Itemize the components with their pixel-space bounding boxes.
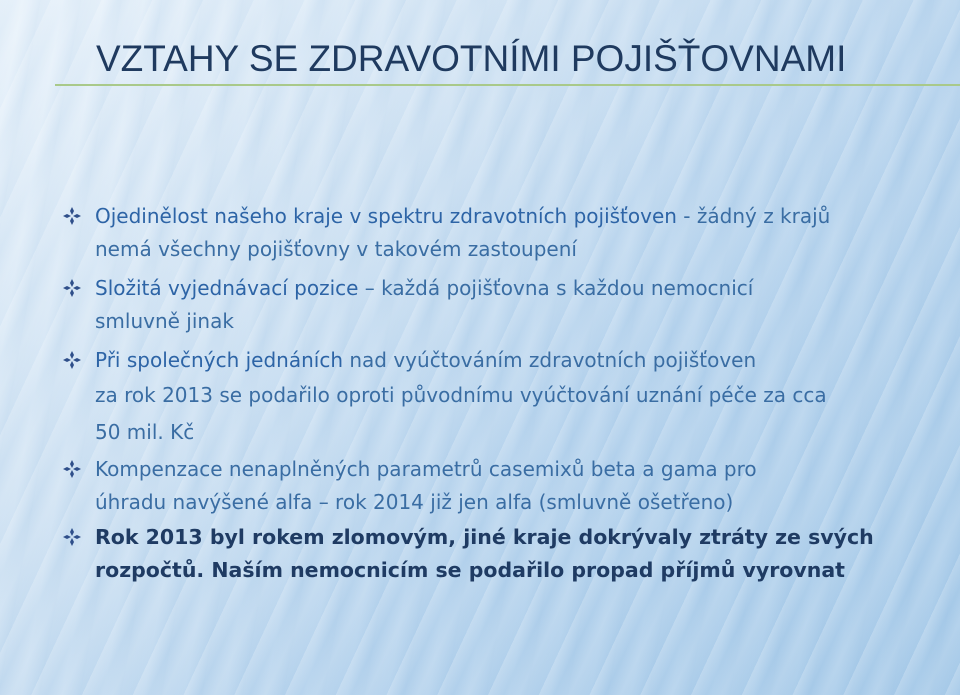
bullet-text: rozpočtů. Naším nemocnicím se podařilo propad příjmů vyrovnat — [95, 558, 845, 582]
bullet-item — [62, 200, 942, 266]
bullet-line — [95, 414, 942, 451]
bullet-line — [95, 453, 942, 486]
bullet-line — [95, 554, 942, 587]
bullet-text: Kompenzace nenaplněných parametrů casemixů beta a gama pro — [95, 457, 757, 481]
diamond-bullet-icon — [62, 278, 82, 298]
bullet-lead: Při společných jednáních — [95, 348, 343, 372]
bullet-line — [95, 521, 942, 554]
diamond-bullet-icon — [62, 350, 82, 370]
slide-title: VZTAHY SE ZDRAVOTNÍMI POJIŠŤOVNAMI — [96, 38, 847, 79]
bullet-item — [62, 272, 942, 338]
bullet-line — [95, 200, 942, 233]
bullet-text: Rok 2013 byl rokem zlomovým, jiné kraje dokrývaly ztráty ze svých — [95, 525, 874, 549]
bullet-text: - žádný z krajů — [676, 204, 831, 228]
bullet-lead: Ojedinělost našeho kraje v spektru zdravotních pojišťoven — [95, 204, 677, 228]
bullet-text: smluvně jinak — [95, 309, 234, 333]
bullet-line — [95, 486, 942, 519]
bullet-line — [95, 377, 942, 414]
bullet-item — [62, 453, 942, 519]
bullet-text: za rok 2013 se podařilo oproti původnímu vyúčtování uznání péče za cca — [95, 383, 827, 407]
bullet-item — [62, 521, 942, 587]
title-divider — [55, 84, 960, 86]
bullet-text: úhradu navýšené alfa – rok 2014 již jen alfa (smluvně ošetřeno) — [95, 490, 734, 514]
diamond-bullet-icon — [62, 206, 82, 226]
bullet-line — [95, 344, 942, 377]
bullet-text: 50 mil. Kč — [95, 420, 195, 444]
bullet-item — [62, 344, 942, 451]
bullet-text: nemá všechny pojišťovny v takovém zastoupení — [95, 237, 577, 261]
bullet-text: – každá pojišťovna s každou nemocnicí — [358, 276, 754, 300]
bullet-lead: Složitá vyjednávací pozice — [95, 276, 359, 300]
bullet-text: nad vyúčtováním zdravotních pojišťoven — [343, 348, 757, 372]
bullet-list — [62, 200, 942, 587]
bullet-line — [95, 272, 942, 305]
bullet-line — [95, 233, 942, 266]
diamond-bullet-icon — [62, 459, 82, 479]
diamond-bullet-icon — [62, 527, 82, 547]
bullet-line — [95, 305, 942, 338]
